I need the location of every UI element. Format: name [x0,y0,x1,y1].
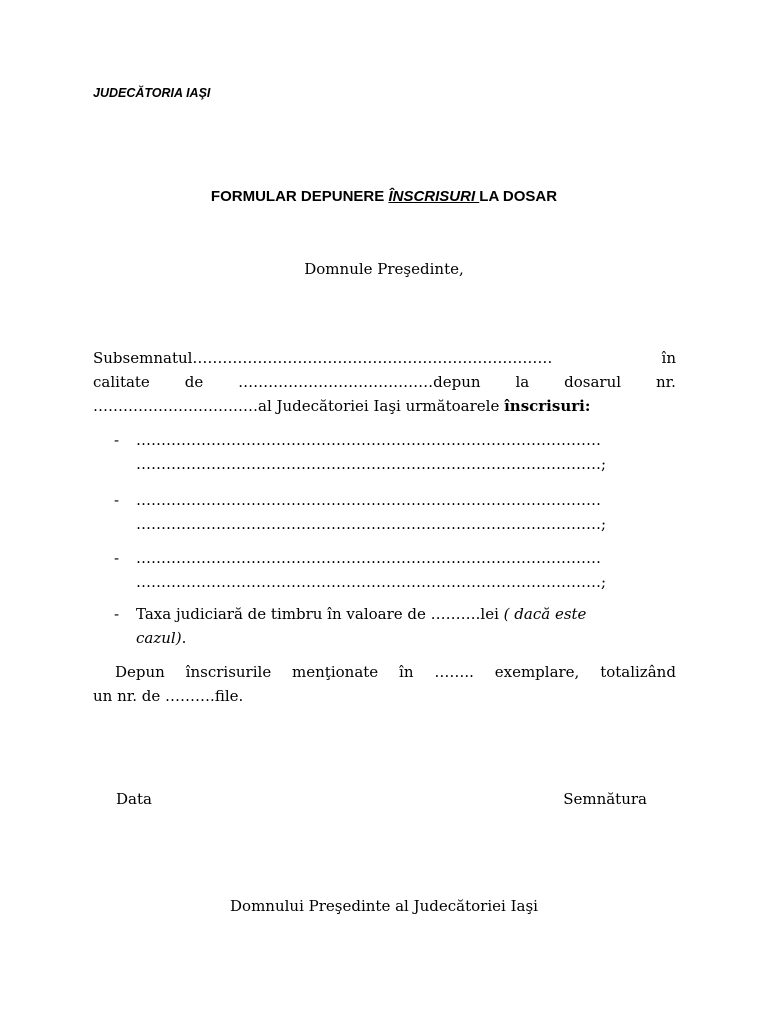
calitate-field: …………………………………depun [238,373,481,391]
signature-row [116,790,647,808]
intro-word: dosarul [564,373,622,391]
taxa-item [114,602,676,650]
list-dash: - [114,491,120,509]
list-item [114,602,676,650]
dosar-number-field: ……………………………al Judecătoriei Iaşi următoarele [93,397,505,415]
closing-word: exemplare, [494,663,580,681]
intro-word: nr. [655,373,676,391]
intro-word: de [184,373,204,391]
intro-line-1-end: în [661,349,676,367]
list-line: ………………………………………………………………………………… [136,549,601,567]
list-line: ………………………………………………………………………………… [136,491,601,509]
court-header: JUDECĂTORIA IAŞI [93,86,211,100]
closing-line-1 [93,660,676,684]
closing-line-2: un nr. de ……….file. [93,687,244,705]
closing-word: totalizând [600,663,676,681]
closing-word: Depun [115,663,165,681]
taxa-note-end: cazul) [136,629,182,647]
taxa-line-1 [136,602,676,626]
list-dash: - [114,549,120,567]
footer-addressee: Domnului Preşedinte al Judecătoriei Iaşi [230,897,538,915]
signature-label: Semnătura [563,790,647,808]
closing-paragraph [93,660,676,708]
form-title-part1: FORMULAR DEPUNERE [210,188,389,205]
intro-line-2 [93,370,676,394]
taxa-note: ( dacă este [503,605,587,623]
subsemnatul-field: Subsemnatul……………………………………………………………… [93,349,553,367]
list-line: …………………………………………………………………………………; [136,455,607,473]
document-list-item-3 [114,546,676,594]
intro-line-3 [93,394,676,418]
closing-word: înscrisurile [185,663,272,681]
list-item [114,488,676,536]
taxa-text: Taxa judiciară de timbru în valoare de ……….lei [136,605,504,623]
intro-paragraph [93,346,676,418]
closing-word: în [399,663,414,681]
form-title [0,188,768,205]
list-line: …………………………………………………………………………………; [136,573,607,591]
intro-word: la [515,373,530,391]
intro-word: calitate [93,373,150,391]
taxa-period: . [181,629,187,647]
list-dash: - [114,431,120,449]
list-line: ………………………………………………………………………………… [136,431,601,449]
closing-word: menţionate [292,663,379,681]
salutation: Domnule Preşedinte, [304,260,464,278]
document-list-item-2 [114,488,676,536]
form-title-emphasis: ÎNSCRISURI [388,188,480,205]
list-dash: - [114,605,120,623]
list-line: …………………………………………………………………………………; [136,515,607,533]
form-title-part2: LA DOSAR [479,188,558,205]
exemplare-count-field: …….. [434,663,474,681]
intro-line-1 [93,346,676,370]
list-item [114,428,676,476]
date-label: Data [116,790,152,808]
taxa-line-2 [136,626,676,650]
list-item [114,546,676,594]
inscrisuri-label: înscrisuri: [504,397,591,415]
document-list-item-1 [114,428,676,476]
